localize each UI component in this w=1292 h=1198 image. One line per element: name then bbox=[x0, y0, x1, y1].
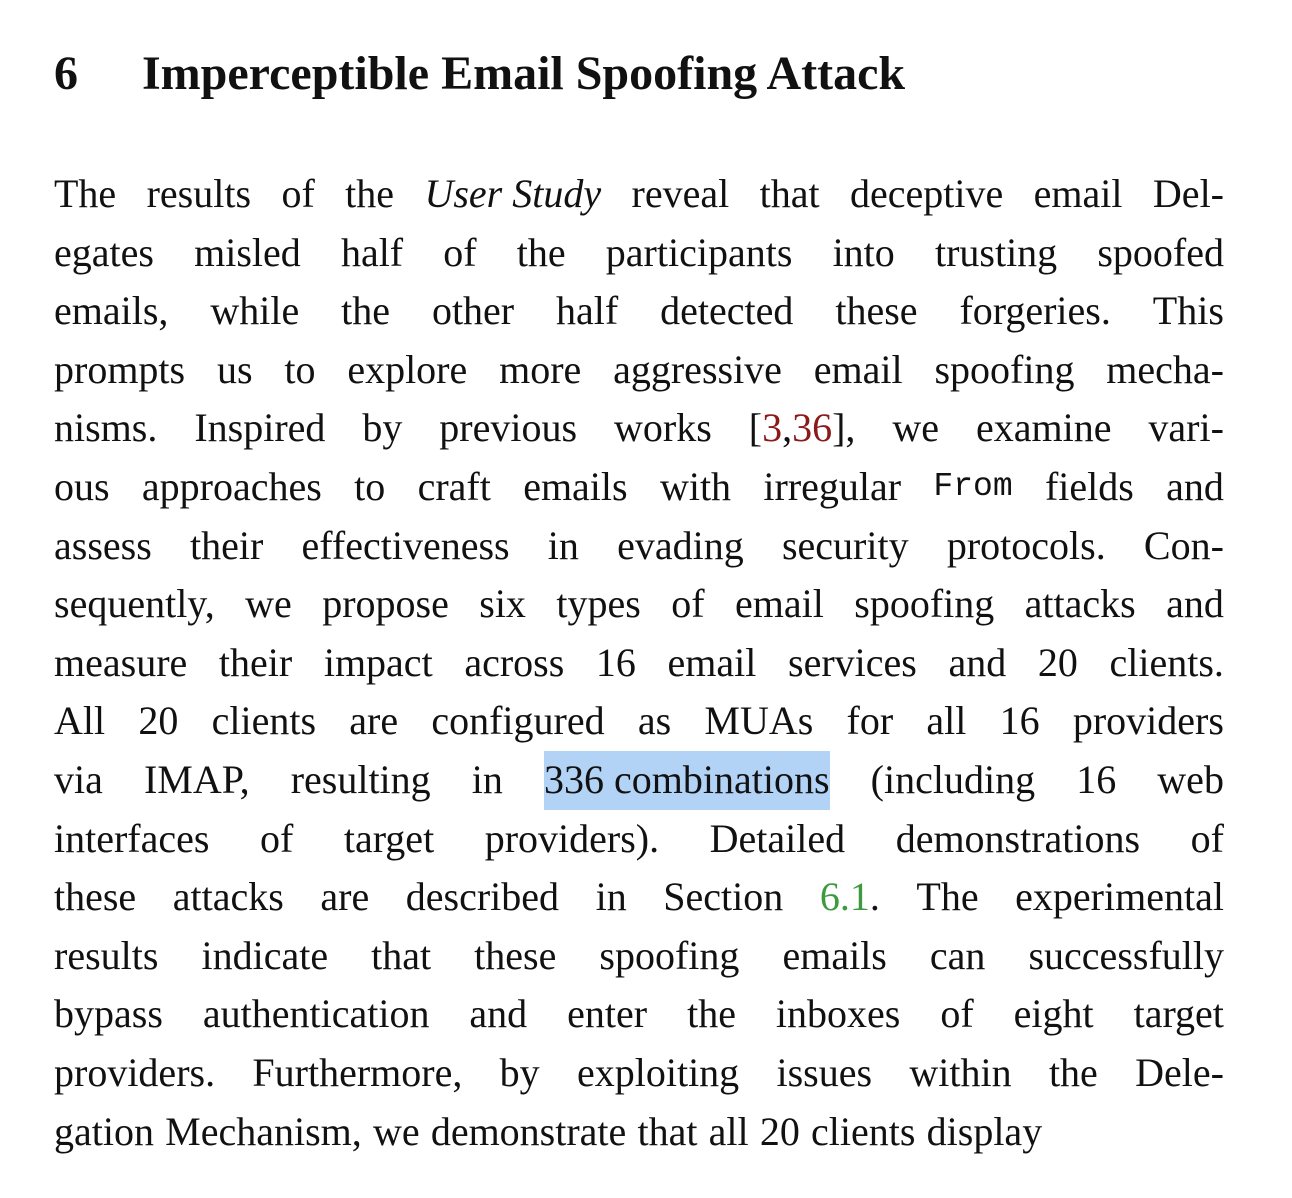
word: that bbox=[637, 1108, 698, 1154]
word: All bbox=[54, 698, 106, 744]
word: egates bbox=[54, 229, 154, 275]
word: explore bbox=[347, 346, 468, 392]
word: with bbox=[659, 463, 732, 509]
word: Con- bbox=[1143, 522, 1224, 568]
word: while bbox=[210, 288, 300, 334]
word: detected bbox=[660, 288, 794, 334]
text-line bbox=[54, 458, 1224, 517]
word: bypass bbox=[54, 991, 163, 1037]
word: of bbox=[281, 171, 315, 216]
word: for bbox=[846, 698, 894, 744]
word: enter bbox=[567, 991, 648, 1037]
word: (including bbox=[870, 756, 1036, 802]
word: successfully bbox=[1028, 932, 1224, 978]
word: configured bbox=[431, 698, 605, 744]
word: inboxes bbox=[775, 991, 901, 1037]
citation-link-3[interactable]: 3 bbox=[762, 405, 783, 451]
paper-page bbox=[54, 38, 1224, 1161]
word: and bbox=[469, 991, 528, 1037]
text-line bbox=[54, 810, 1224, 869]
word: providers bbox=[1072, 698, 1224, 744]
word: half bbox=[556, 288, 619, 334]
word: fields bbox=[1044, 463, 1134, 509]
word: other bbox=[431, 288, 515, 334]
word: protocols. bbox=[946, 522, 1106, 568]
word: forgeries. bbox=[959, 288, 1111, 334]
word: target bbox=[343, 815, 435, 861]
section-title: Imperceptible Email Spoofing Attack bbox=[142, 47, 906, 100]
word: these bbox=[835, 288, 918, 334]
word: results bbox=[54, 932, 159, 978]
word: their bbox=[190, 522, 264, 568]
word: email bbox=[667, 639, 757, 685]
word: in bbox=[595, 874, 627, 920]
word: Inspired bbox=[194, 405, 326, 451]
word: deceptive bbox=[850, 171, 1004, 216]
word: all bbox=[926, 698, 967, 744]
word: providers). bbox=[484, 815, 660, 861]
text-line bbox=[54, 575, 1224, 634]
word: within bbox=[909, 1049, 1012, 1095]
word: their bbox=[218, 639, 293, 685]
text-line bbox=[54, 1044, 1224, 1103]
word: to bbox=[284, 346, 316, 392]
word: interfaces bbox=[54, 815, 210, 861]
word: works bbox=[614, 405, 712, 451]
word: half bbox=[340, 229, 404, 275]
word: us bbox=[216, 346, 253, 392]
word: spoofing bbox=[854, 581, 995, 627]
word: . bbox=[869, 874, 880, 920]
word: mecha- bbox=[1106, 346, 1224, 392]
word: measure bbox=[54, 639, 188, 685]
word: described bbox=[405, 874, 560, 920]
word-group bbox=[820, 868, 880, 927]
word: of bbox=[1190, 815, 1224, 861]
word: are bbox=[349, 698, 399, 744]
word: by bbox=[362, 405, 403, 451]
body-paragraph bbox=[54, 165, 1224, 1161]
word: previous bbox=[439, 405, 578, 451]
word: issues bbox=[776, 1049, 873, 1095]
word: IMAP, bbox=[143, 756, 250, 802]
word: prompts bbox=[54, 346, 186, 392]
word: This bbox=[1152, 288, 1224, 334]
text-line bbox=[54, 927, 1224, 986]
word: are bbox=[320, 874, 370, 920]
word: Section bbox=[663, 874, 784, 920]
word: these bbox=[54, 874, 137, 920]
word: spoofed bbox=[1097, 229, 1224, 275]
text-line bbox=[54, 751, 1224, 810]
word: Detailed bbox=[709, 815, 846, 861]
word: exploiting bbox=[576, 1049, 740, 1095]
word: impact bbox=[323, 639, 433, 685]
word: propose bbox=[322, 581, 449, 627]
word: the bbox=[1048, 1049, 1098, 1095]
word: Dele- bbox=[1135, 1049, 1224, 1095]
word: emails bbox=[782, 932, 887, 978]
word: by bbox=[499, 1049, 540, 1095]
word: 16 bbox=[999, 698, 1040, 744]
word: display bbox=[926, 1108, 1043, 1154]
word: demonstrations bbox=[895, 815, 1141, 861]
text-line bbox=[54, 517, 1224, 576]
word: misled bbox=[194, 229, 301, 275]
text-line bbox=[54, 224, 1224, 283]
word: effectiveness bbox=[301, 522, 510, 568]
word: experimental bbox=[1015, 874, 1224, 920]
word: to bbox=[354, 463, 386, 509]
word: types bbox=[556, 581, 641, 627]
word: examine bbox=[975, 405, 1112, 451]
text-line bbox=[54, 165, 1224, 224]
word: we bbox=[245, 581, 292, 627]
word: gation bbox=[54, 1108, 154, 1154]
word: , bbox=[782, 405, 793, 451]
word: six bbox=[479, 581, 526, 627]
word: 16 bbox=[595, 639, 636, 685]
word: security bbox=[781, 522, 909, 568]
highlighted-text-selection: 336 combinations bbox=[544, 751, 830, 810]
word: target bbox=[1133, 991, 1224, 1037]
text-line bbox=[54, 985, 1224, 1044]
word: the bbox=[341, 288, 391, 334]
word: approaches bbox=[141, 463, 322, 509]
word: we bbox=[372, 1108, 420, 1154]
word: ], bbox=[832, 405, 856, 451]
word: into bbox=[832, 229, 895, 275]
word: eight bbox=[1013, 991, 1094, 1037]
word: spoofing bbox=[599, 932, 740, 978]
word: indicate bbox=[201, 932, 329, 978]
word: across bbox=[464, 639, 565, 685]
word: all bbox=[708, 1108, 749, 1154]
word: clients. bbox=[1109, 639, 1224, 685]
word: authentication bbox=[202, 991, 430, 1037]
section-heading bbox=[54, 38, 1224, 110]
word: trusting bbox=[934, 229, 1058, 275]
text-line bbox=[54, 1103, 1224, 1162]
word: The bbox=[54, 171, 117, 216]
word: results bbox=[146, 171, 252, 216]
word: craft bbox=[417, 463, 491, 509]
word: email bbox=[734, 581, 824, 627]
word: 16 bbox=[1076, 756, 1117, 802]
word: spoofing bbox=[934, 346, 1075, 392]
word: clients bbox=[811, 1108, 916, 1154]
text-line bbox=[54, 868, 1224, 927]
text-line bbox=[54, 282, 1224, 341]
word: emails, bbox=[54, 288, 169, 334]
word-group bbox=[749, 399, 856, 458]
word: 20 bbox=[1037, 639, 1078, 685]
text-line bbox=[54, 692, 1224, 751]
word: that bbox=[759, 171, 820, 216]
word: email bbox=[1033, 171, 1123, 216]
word: attacks bbox=[1024, 581, 1136, 627]
text-line bbox=[54, 399, 1224, 458]
word: sequently, bbox=[54, 581, 215, 627]
word: The bbox=[916, 874, 979, 920]
word: evading bbox=[617, 522, 744, 568]
word: via bbox=[54, 756, 103, 802]
section-link-6-1[interactable]: 6.1 bbox=[819, 874, 870, 920]
word: aggressive bbox=[613, 346, 782, 392]
section-number: 6 bbox=[54, 47, 78, 100]
word: irregular bbox=[763, 463, 902, 509]
word: of bbox=[671, 581, 705, 627]
word: can bbox=[929, 932, 986, 978]
word: clients bbox=[211, 698, 317, 744]
word: ous bbox=[54, 463, 110, 509]
word: [ bbox=[748, 405, 763, 451]
word: of bbox=[940, 991, 974, 1037]
word: User Study bbox=[424, 171, 602, 216]
word: web bbox=[1157, 756, 1224, 802]
word: of bbox=[259, 815, 294, 861]
word: attacks bbox=[172, 874, 284, 920]
citation-link-36[interactable]: 36 bbox=[792, 405, 833, 451]
word: and bbox=[948, 639, 1007, 685]
word: 20 bbox=[759, 1108, 800, 1154]
word: MUAs bbox=[704, 698, 814, 744]
text-line bbox=[54, 341, 1224, 400]
word: vari- bbox=[1148, 405, 1224, 451]
word: in bbox=[471, 756, 503, 802]
word: From bbox=[933, 467, 1013, 505]
word: these bbox=[474, 932, 557, 978]
text-line bbox=[54, 634, 1224, 693]
word: more bbox=[499, 346, 582, 392]
word: participants bbox=[605, 229, 793, 275]
word: nisms. bbox=[54, 405, 158, 451]
word: of bbox=[443, 229, 477, 275]
word: emails bbox=[523, 463, 628, 509]
word: Mechanism, bbox=[165, 1108, 362, 1154]
word: that bbox=[371, 932, 432, 978]
word: we bbox=[892, 405, 939, 451]
word: and bbox=[1166, 581, 1224, 627]
word: the bbox=[345, 171, 395, 216]
word: the bbox=[516, 229, 566, 275]
word: reveal bbox=[631, 171, 730, 216]
word: services bbox=[788, 639, 917, 685]
word: Del- bbox=[1152, 171, 1224, 216]
word: resulting bbox=[290, 756, 431, 802]
word: and bbox=[1166, 463, 1224, 509]
word: email bbox=[813, 346, 903, 392]
word: assess bbox=[54, 522, 152, 568]
word: 20 bbox=[138, 698, 179, 744]
word: Furthermore, bbox=[252, 1049, 463, 1095]
word: in bbox=[547, 522, 579, 568]
word: providers. bbox=[54, 1049, 216, 1095]
word: as bbox=[637, 698, 672, 744]
word: demonstrate bbox=[430, 1108, 627, 1154]
word: the bbox=[687, 991, 736, 1037]
